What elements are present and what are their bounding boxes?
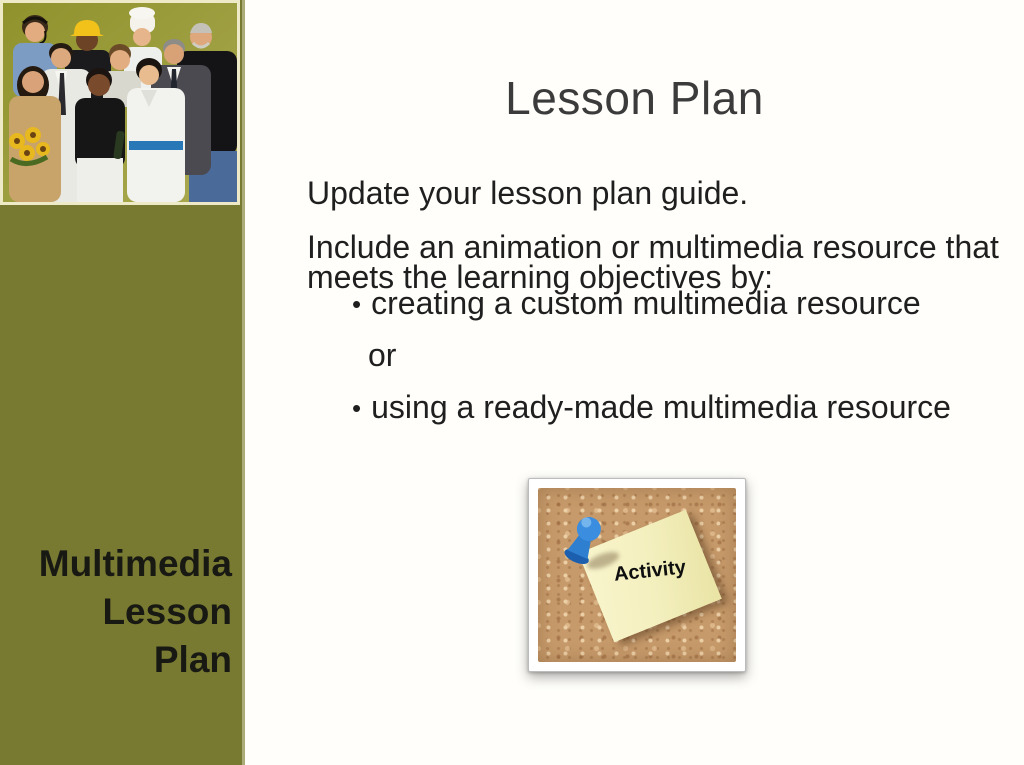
slide-content (245, 0, 1024, 765)
body-paragraph-2-line-1: Include an animation or multimedia resource that (307, 229, 999, 265)
slide-title: Lesson Plan (505, 71, 764, 124)
sidebar-title-line-3: Plan (153, 639, 232, 680)
sidebar-title-line-2: Lesson (102, 591, 232, 632)
bullet-item-1-text: creating a custom multimedia resource (371, 285, 921, 321)
workers-photo (0, 0, 240, 205)
bullet-icon: • (352, 289, 362, 319)
body-paragraph-2-line-2: meets the learning objectives by: (307, 259, 774, 295)
body-paragraph-2 (307, 229, 999, 295)
sticky-note-label: Activity (612, 556, 688, 586)
body-paragraph-1: Update your lesson plan guide. (307, 175, 749, 211)
activity-image (528, 478, 746, 672)
sidebar (0, 0, 245, 765)
sidebar-title (0, 540, 232, 684)
bullet-connector: or (368, 337, 397, 373)
bullet-item-1 (352, 285, 921, 321)
bullet-item-2-text: using a ready-made multimedia resource (371, 389, 951, 425)
sidebar-title-line-1: Multimedia (38, 543, 232, 584)
bullet-icon: • (352, 393, 362, 423)
workers-photo-illustration (3, 3, 237, 202)
corkboard (538, 488, 736, 662)
bullet-item-2 (352, 389, 951, 425)
